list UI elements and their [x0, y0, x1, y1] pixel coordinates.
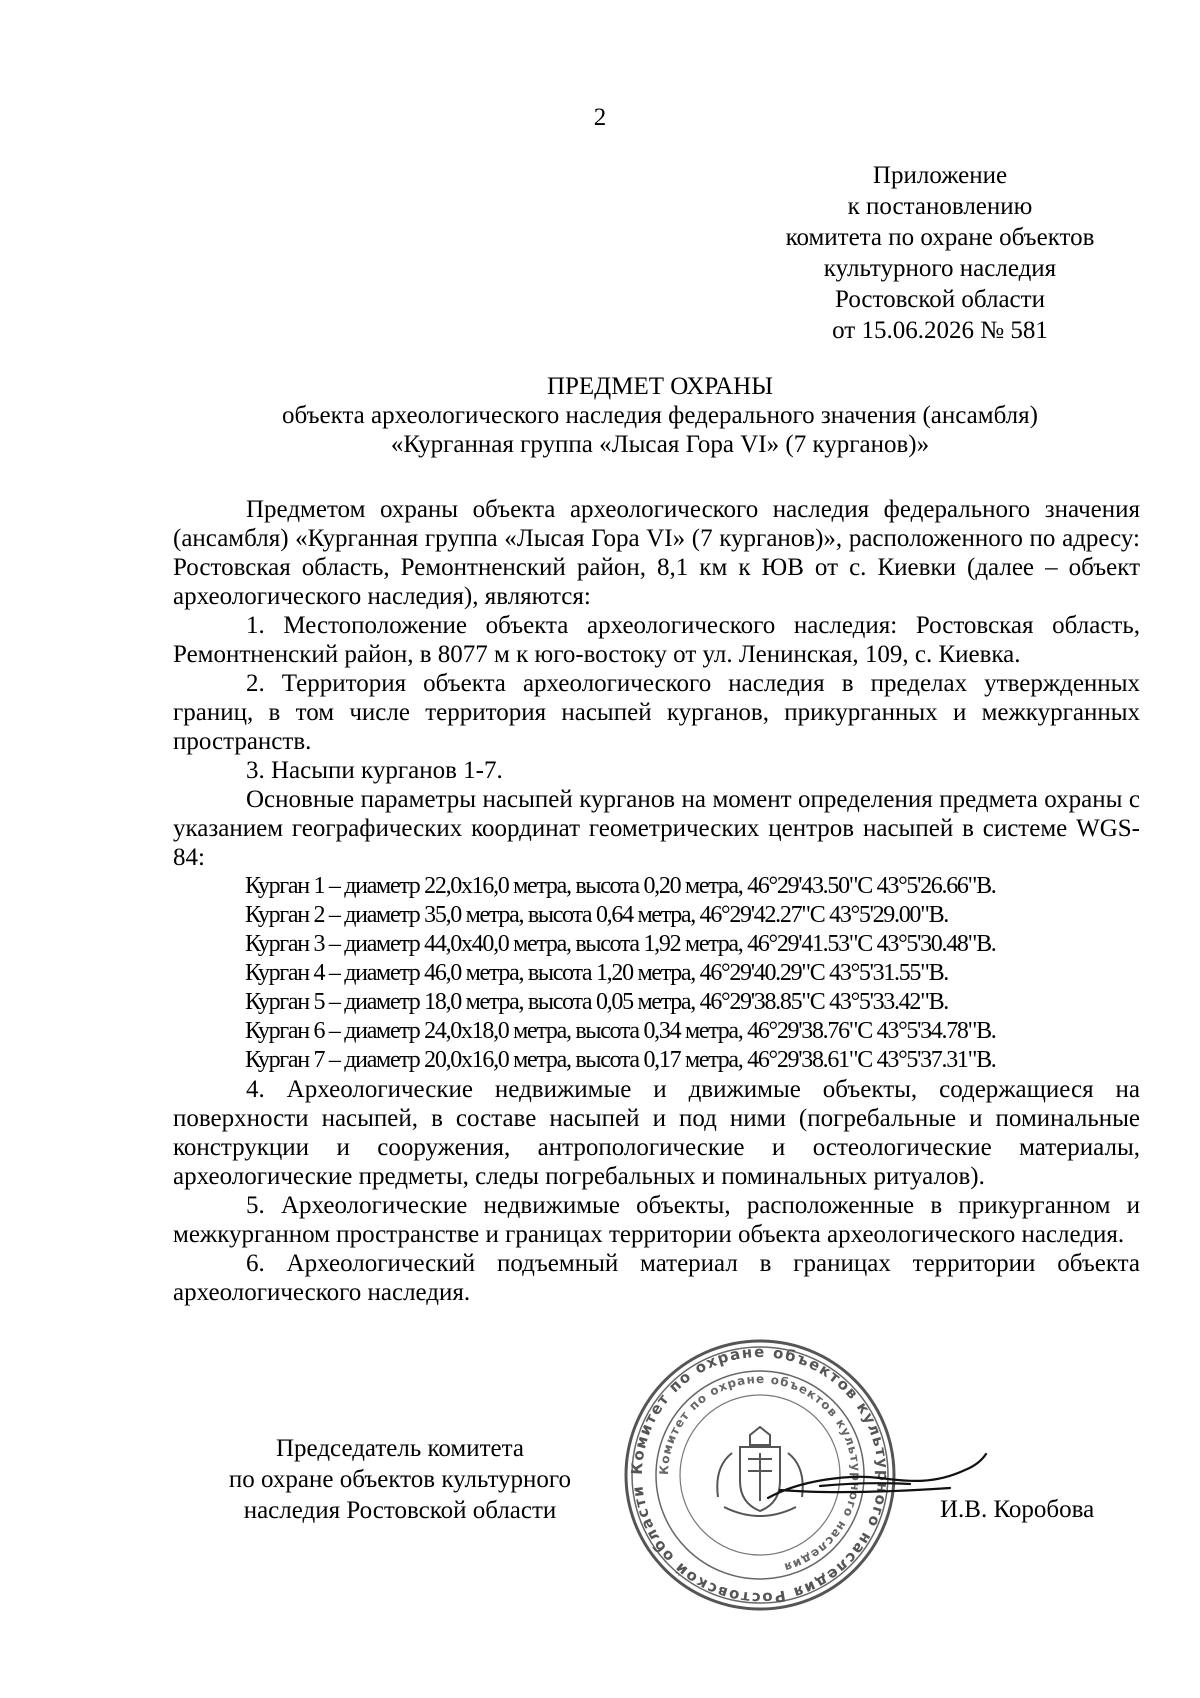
- kurgan-item: Курган 6 – диаметр 24,0х18,0 метра, высота 0,34 метра, 46°29'38.76"С 43°5'34.78"В.: [245, 1018, 996, 1044]
- document-body: [173, 495, 1140, 1307]
- title-line: объекта археологического наследия федерального значения (ансамбля): [282, 402, 1038, 429]
- item-location: 1. Местоположение объекта археологического наследия: Ростовская область, Ремонтненский район, в 8077 м к юго-востоку от ул. Ленинская, 109, с. Киевка.: [173, 612, 1140, 668]
- kurgan-item: Курган 1 – диаметр 22,0х16,0 метра, высота 0,20 метра, 46°29'43.50"С 43°5'26.66"В.: [245, 873, 996, 899]
- appendix-line: Ростовской области: [835, 286, 1045, 313]
- stamp-outer-text: Комитет по охране объектов культурного наследия Ростовской области: [627, 1342, 893, 1608]
- kurgan-item: Курган 2 – диаметр 35,0 метра, высота 0,64 метра, 46°29'42.27"С 43°5'29.00"В.: [245, 902, 948, 928]
- title-heading: ПРЕДМЕТ ОХРАНЫ: [546, 373, 774, 400]
- signatory-line: по охране объектов культурного: [228, 1466, 572, 1493]
- kurgan-list: [245, 872, 1140, 1075]
- kurgan-item: Курган 7 – диаметр 20,0х16,0 метра, высота 0,17 метра, 46°29'38.61"С 43°5'37.31"В.: [245, 1047, 996, 1073]
- stamp-inner-text: Комитет по охране объектов культурного наследия: [656, 1371, 864, 1575]
- appendix-line: комитета по охране объектов: [785, 224, 1095, 251]
- kurgan-item: Курган 4 – диаметр 46,0 метра, высота 1,20 метра, 46°29'40.29"С 43°5'31.55"В.: [245, 960, 948, 986]
- page-number: 2: [593, 104, 607, 131]
- document-title: [160, 372, 1160, 459]
- item-surface-material: 6. Археологический подъемный материал в границах территории объекта археологического наследия.: [173, 1250, 1140, 1306]
- signatory-position: [185, 1433, 615, 1526]
- item-objects: 4. Археологические недвижимые и движимые объекты, содержащиеся на поверхности насыпей, в составе насыпей и под ними (погребальные и поминальные конструкции и сооружения, антропологические и остеологические материалы, археологические предметы, следы погребальных и поминальных ритуалов).: [173, 1076, 1140, 1190]
- appendix-line: от 15.06.2026 № 581: [832, 317, 1048, 344]
- params-paragraph: Основные параметры насыпей курганов на момент определения предмета охраны с указанием географических координат геометрических центров насыпей в системе WGS-84:: [173, 786, 1140, 871]
- item-territory: 2. Территория объекта археологического наследия в пределах утвержденных границ, в том числе территория насыпей курганов, прикурганных и межкурганных пространств.: [173, 670, 1140, 755]
- title-line: «Курганная группа «Лысая Гора VI» (7 курганов)»: [390, 431, 930, 458]
- kurgan-item: Курган 5 – диаметр 18,0 метра, высота 0,05 метра, 46°29'38.85"С 43°5'33.42"В.: [245, 989, 948, 1015]
- item-immovable: 5. Археологические недвижимые объекты, расположенные в прикурганном и межкурганном пространстве и границах территории объекта археологического наследия.: [173, 1192, 1140, 1248]
- item-mounds: 3. Насыпи курганов 1-7.: [246, 757, 503, 784]
- kurgan-item: Курган 3 – диаметр 44,0х40,0 метра, высота 1,92 метра, 46°29'41.53"С 43°5'30.48"В.: [245, 931, 996, 957]
- signatory-line: Председатель комитета: [276, 1435, 524, 1462]
- appendix-block: [745, 160, 1135, 346]
- intro-paragraph: Предметом охраны объекта археологического наследия федерального значения (ансамбля) «Курганная группа «Лысая Гора VI» (7 курганов)», расположенного по адресу: Ростовская область, Ремонтненский район, 8,1 км к ЮВ от с. Киевки (далее – объект археологического наследия), являются:: [173, 496, 1140, 610]
- appendix-line: культурного наследия: [823, 255, 1057, 282]
- signer-name: И.В. Коробова: [940, 1496, 1095, 1523]
- signatory-line: наследия Ростовской области: [243, 1497, 557, 1524]
- appendix-line: к постановлению: [847, 193, 1033, 220]
- appendix-line: Приложение: [872, 162, 1008, 189]
